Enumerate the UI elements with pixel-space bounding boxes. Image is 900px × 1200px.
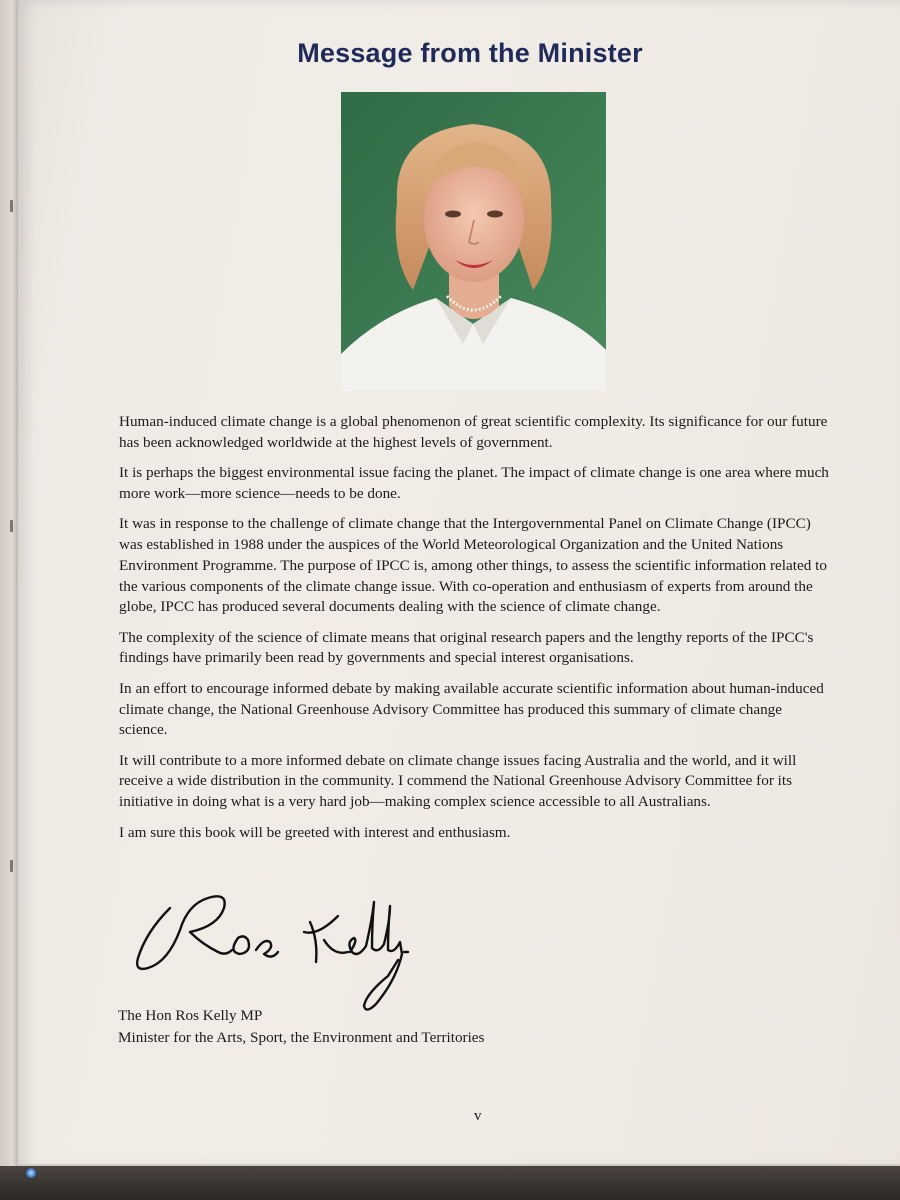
signatory-position: Minister for the Arts, Sport, the Environment and Territories — [118, 1029, 485, 1046]
paragraph: It was in response to the challenge of climate change that the Intergovernmental Panel on Climate Change (IPCC) was established in 1988 under the auspices of the World Meteorological Organization and the United Nations Environment Programme. The purpose of IPCC is, among other things, to assess the scientific information related to the various components of the climate change issue. With co-operation and enthusiasm of experts from around the globe, IPCC has produced several documents dealing with the science of climate change. — [119, 515, 827, 616]
page-number: v — [474, 1108, 482, 1124]
paragraph: The complexity of the science of climate means that original research papers and the lengthy reports of the IPCC's findings have primarily been read by governments and special interest organisations. — [119, 628, 814, 667]
minister-portrait-icon — [341, 92, 606, 391]
paragraph: I am sure this book will be greeted with interest and enthusiasm. — [119, 823, 511, 841]
handwritten-signature — [128, 880, 428, 1020]
indicator-light-icon — [26, 1168, 36, 1178]
paragraph: It will contribute to a more informed debate on climate change issues facing Australia and the world, and it will receive a wide distribution in the community. I commend the National Greenhouse Advisory Committee for its initiative in doing what is a very hard job—making complex science accessible to all Australians. — [119, 751, 797, 811]
staple — [10, 860, 13, 872]
table-surface — [0, 1166, 900, 1200]
paragraph: It is perhaps the biggest environmental issue facing the planet. The impact of climate change is one area where much more work—more science—needs to be done. — [119, 464, 829, 502]
signatory-block — [118, 1005, 484, 1049]
paragraph: In an effort to encourage informed debate by making available accurate scientific information about human-induced climate change, the National Greenhouse Advisory Committee has produced this summary of climate change science. — [119, 679, 824, 739]
signatory-name: The Hon Ros Kelly MP — [118, 1007, 263, 1024]
book-spine — [0, 0, 18, 1200]
staple — [10, 200, 13, 212]
staple — [10, 520, 13, 532]
paragraph: Human-induced climate change is a global phenomenon of great scientific complexity. Its significance for our future has been acknowledged worldwide at the highest levels of government. — [119, 413, 828, 451]
page-title: Message from the Minister — [297, 38, 643, 68]
message-body — [119, 412, 831, 853]
